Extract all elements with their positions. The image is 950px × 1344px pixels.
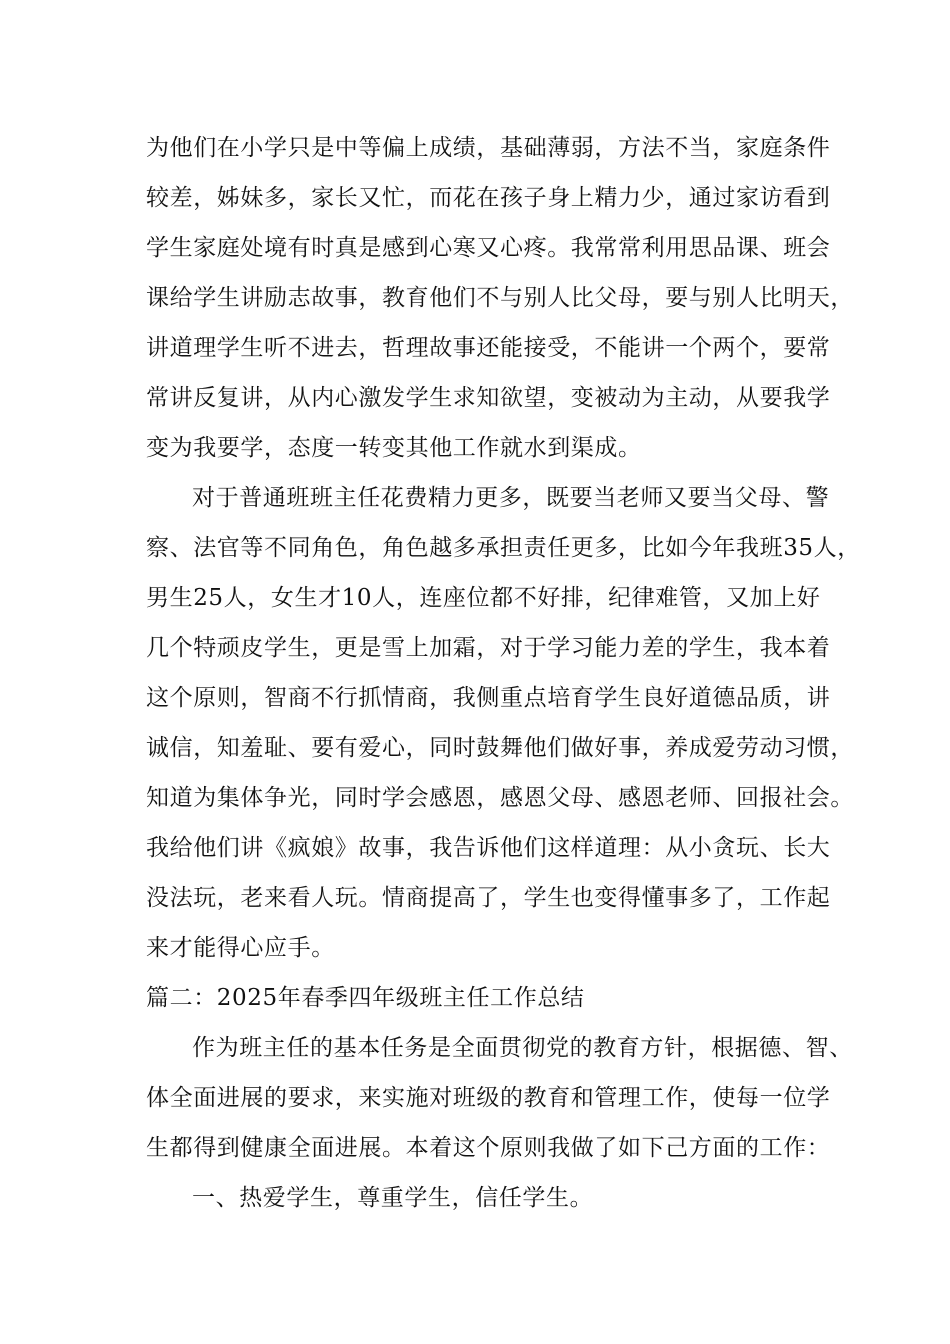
text-line: 变为我要学，态度一转变其他工作就水到渠成。: [146, 435, 642, 461]
subsection-heading: 一、热爱学生，尊重学生，信任学生。: [192, 1185, 594, 1211]
text-line: 课给学生讲励志故事，教育他们不与别人比父母，要与别人比明天，: [146, 285, 854, 311]
text-line: 来才能得心应手。: [146, 935, 335, 961]
text-line: 察、法官等不同角色，角色越多承担责任更多，比如今年我班35人，: [146, 535, 861, 561]
paragraph-first-line: 对于普通班班主任花费精力更多，既要当老师又要当父母、警: [192, 485, 830, 511]
paragraph-first-line: 作为班主任的基本任务是全面贯彻党的教育方针，根据德、智、: [192, 1035, 853, 1061]
text-line: 几个特顽皮学生，更是雪上加霜，对于学习能力差的学生，我本着: [146, 635, 831, 661]
text-line: 学生家庭处境有时真是感到心寒又心疼。我常常利用思品课、班会: [146, 235, 831, 261]
text-line: 常讲反复讲，从内心激发学生求知欲望，变被动为主动，从要我学: [146, 385, 831, 411]
text-line: 讲道理学生听不进去，哲理故事还能接受，不能讲一个两个，要常: [146, 335, 831, 361]
text-line: 较差，姊妹多，家长又忙，而花在孩子身上精力少，通过家访看到: [146, 185, 831, 211]
section-heading: 篇二：2025年春季四年级班主任工作总结: [146, 985, 585, 1011]
text-line: 体全面进展的要求，来实施对班级的教育和管理工作，使每一位学: [146, 1085, 831, 1111]
text-line: 知道为集体争光，同时学会感恩，感恩父母、感恩老师、回报社会。: [146, 785, 854, 811]
text-line: 诚信，知羞耻、要有爱心，同时鼓舞他们做好事，养成爱劳动习惯，: [146, 735, 854, 761]
text-line: 生都得到健康全面进展。本着这个原则我做了如下己方面的工作：: [146, 1135, 831, 1161]
text-line: 没法玩，老来看人玩。情商提高了，学生也变得懂事多了，工作起: [146, 885, 831, 911]
text-line: 男生25人，女生才10人，连座位都不好排，纪律难管，又加上好: [146, 585, 821, 611]
text-line: 我给他们讲《疯娘》故事，我告诉他们这样道理：从小贪玩、长大: [146, 835, 831, 861]
text-line: 这个原则，智商不行抓情商，我侧重点培育学生良好道德品质，讲: [146, 685, 831, 711]
text-line: 为他们在小学只是中等偏上成绩，基础薄弱，方法不当，家庭条件: [146, 135, 831, 161]
